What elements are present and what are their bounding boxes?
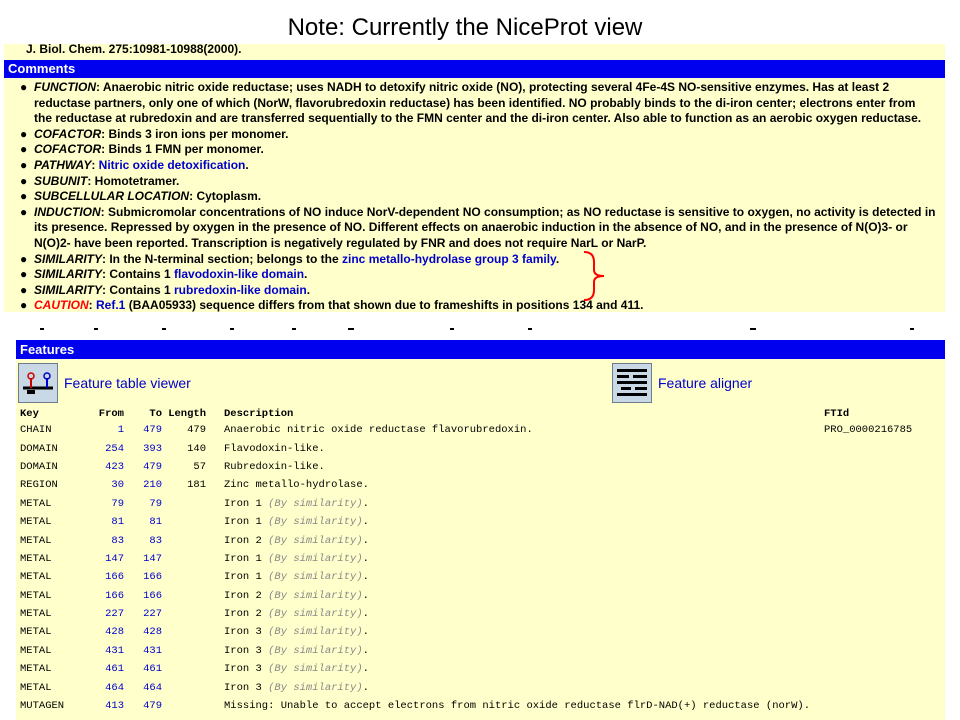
comment-topic: INDUCTION bbox=[34, 204, 101, 219]
feature-from-link[interactable]: 147 bbox=[105, 552, 124, 565]
description-note: (By similarity) bbox=[268, 608, 363, 621]
column-header-description: Description bbox=[224, 407, 294, 420]
comment-suffix: . bbox=[245, 157, 249, 172]
table-row bbox=[16, 623, 945, 641]
comment-text: : Anaerobic nitric oxide reductase; uses NADH to detoxify nitric oxide (NO), protecting several 4Fe-4S NO-sensitive enzymes. Has at least 2 reductase partners, only one of which (NorW, flavorubredoxin reductase) has been identified. NO probably binds to the di-iron center; electrons enter from the reductase at rubredoxin and are transferred sequentially to the FMN center and the di-iron center. Also able to function as an aerobic oxygen reductase. bbox=[34, 80, 922, 126]
comment-item bbox=[16, 267, 936, 283]
feature-length bbox=[162, 623, 206, 641]
feature-from-link[interactable]: 166 bbox=[105, 589, 124, 602]
feature-description bbox=[206, 495, 824, 513]
bullet-icon: ● bbox=[20, 189, 28, 204]
feature-ftid bbox=[824, 495, 945, 513]
feature-aligner-link[interactable] bbox=[612, 362, 752, 404]
feature-table-viewer-link[interactable] bbox=[18, 362, 191, 404]
comment-item bbox=[16, 158, 936, 174]
description-note: (By similarity) bbox=[268, 681, 363, 694]
feature-key: MUTAGEN bbox=[20, 700, 65, 713]
feature-ftid bbox=[824, 568, 945, 586]
slide-title: Note: Currently the NiceProt view bbox=[287, 14, 643, 41]
feature-description bbox=[206, 421, 824, 439]
description-text: Iron 1 bbox=[224, 571, 269, 584]
feature-length bbox=[162, 678, 206, 696]
feature-ftid bbox=[824, 623, 945, 641]
comment-text: : In the N-terminal section; belongs to the bbox=[102, 251, 343, 266]
comment-list bbox=[16, 80, 936, 312]
comment-topic: SIMILARITY bbox=[34, 251, 102, 266]
comment-item bbox=[16, 298, 936, 312]
comment-topic: SUBCELLULAR LOCATION bbox=[34, 189, 190, 204]
feature-key: METAL bbox=[20, 663, 52, 676]
feature-key: METAL bbox=[20, 589, 52, 602]
description-text: Iron 3 bbox=[224, 644, 269, 657]
feature-to-link[interactable]: 479 bbox=[143, 700, 162, 713]
table-row bbox=[16, 568, 945, 586]
feature-length bbox=[162, 495, 206, 513]
feature-ftid bbox=[824, 458, 945, 476]
separator-fragments bbox=[30, 326, 950, 332]
comment-link[interactable]: flavodoxin-like domain bbox=[174, 267, 305, 282]
feature-from-link[interactable]: 83 bbox=[111, 534, 124, 547]
feature-key: METAL bbox=[20, 497, 52, 510]
comment-topic: COFACTOR bbox=[34, 142, 102, 157]
feature-key: METAL bbox=[20, 681, 52, 694]
comments-panel bbox=[4, 44, 945, 312]
comment-text: : Contains 1 bbox=[102, 282, 175, 297]
bullet-icon: ● bbox=[20, 80, 28, 94]
column-header-ftid: FTId bbox=[824, 407, 850, 420]
comment-topic: CAUTION bbox=[34, 298, 89, 312]
feature-description bbox=[206, 513, 824, 531]
feature-to-link[interactable]: 393 bbox=[143, 442, 162, 455]
column-header-to: To bbox=[149, 407, 162, 420]
feature-ftid bbox=[824, 531, 945, 549]
description-text: Iron 2 bbox=[224, 589, 269, 602]
feature-length: 181 bbox=[187, 479, 206, 492]
feature-to-link[interactable]: 227 bbox=[143, 608, 162, 621]
feature-length: 140 bbox=[187, 442, 206, 455]
feature-ftid bbox=[824, 513, 945, 531]
description-text: Flavodoxin-like. bbox=[224, 442, 325, 455]
description-note: (By similarity) bbox=[268, 626, 363, 639]
comment-text: : Submicromolar concentrations of NO induce NorV-dependent NO consumption; as NO reductase is sensitive to oxygen, no activity is detected in its presence. Repressed by oxygen in the presence of NO. Different effects on anaerobic induction in the absence of NO, and in the presence of N(O)3- or N(O)2- have been reported. Transcription is negatively regulated by FNR and does not require NarL or NarP. bbox=[34, 204, 936, 250]
feature-to-link[interactable]: 147 bbox=[143, 552, 162, 565]
comment-topic: SIMILARITY bbox=[34, 282, 102, 297]
description-text: Iron 1 bbox=[224, 516, 269, 529]
description-note: (By similarity) bbox=[268, 534, 363, 547]
comment-text: : Homotetramer. bbox=[87, 173, 180, 188]
feature-description bbox=[206, 642, 824, 660]
feature-description bbox=[206, 660, 824, 678]
feature-description bbox=[206, 568, 824, 586]
feature-ftid bbox=[824, 476, 945, 494]
comment-topic: PATHWAY bbox=[34, 157, 92, 172]
feature-length bbox=[162, 697, 206, 715]
table-row bbox=[16, 697, 945, 715]
curly-brace-annotation bbox=[580, 250, 610, 302]
feature-description bbox=[206, 439, 824, 457]
feature-length bbox=[162, 513, 206, 531]
feature-to-link[interactable]: 428 bbox=[143, 626, 162, 639]
comment-item bbox=[16, 205, 936, 252]
feature-to-link[interactable]: 461 bbox=[143, 663, 162, 676]
comment-text: : Binds 3 iron ions per monomer. bbox=[101, 126, 289, 141]
comment-suffix: . bbox=[304, 267, 308, 282]
description-tail: . bbox=[362, 571, 369, 584]
table-row bbox=[16, 421, 945, 439]
feature-key: METAL bbox=[20, 626, 52, 639]
comment-topic: COFACTOR bbox=[34, 126, 102, 141]
features-header: Features bbox=[16, 340, 945, 359]
comments-header: Comments bbox=[4, 60, 945, 78]
description-tail: . bbox=[362, 608, 369, 621]
description-tail: . bbox=[362, 644, 369, 657]
table-row bbox=[16, 550, 945, 568]
truncated-reference: J. Biol. Chem. 275:10981-10988(2000). bbox=[26, 44, 242, 56]
comment-text: : Contains 1 bbox=[102, 267, 175, 282]
table-row bbox=[16, 476, 945, 494]
feature-length bbox=[162, 587, 206, 605]
feature-to-link[interactable]: 166 bbox=[143, 589, 162, 602]
feature-description bbox=[206, 531, 824, 549]
description-text: Iron 3 bbox=[224, 663, 269, 676]
feature-from-link[interactable]: 79 bbox=[111, 497, 124, 510]
description-text: Iron 2 bbox=[224, 608, 269, 621]
feature-aligner-icon[interactable] bbox=[612, 363, 652, 403]
feature-description bbox=[206, 587, 824, 605]
column-header-key: Key bbox=[20, 407, 39, 420]
description-tail: . bbox=[362, 626, 369, 639]
comment-item bbox=[16, 189, 936, 205]
feature-description bbox=[206, 623, 824, 641]
description-tail: . bbox=[362, 497, 369, 510]
bullet-icon: ● bbox=[20, 157, 28, 172]
feature-description bbox=[206, 550, 824, 568]
feature-ftid bbox=[824, 660, 945, 678]
description-note: (By similarity) bbox=[268, 589, 363, 602]
feature-ftid: PRO_0000216785 bbox=[824, 424, 913, 437]
feature-key: METAL bbox=[20, 552, 52, 565]
bullet-icon: ● bbox=[20, 267, 28, 282]
comment-item bbox=[16, 80, 936, 127]
description-note: (By similarity) bbox=[268, 516, 363, 529]
feature-description bbox=[206, 678, 824, 696]
feature-ftid bbox=[824, 605, 945, 623]
feature-to-link[interactable]: 166 bbox=[143, 571, 162, 584]
feature-description bbox=[206, 605, 824, 623]
comment-item bbox=[16, 252, 936, 268]
feature-key: DOMAIN bbox=[20, 460, 58, 473]
feature-to-link[interactable]: 210 bbox=[143, 479, 162, 492]
feature-to-link[interactable]: 79 bbox=[149, 497, 162, 510]
table-row bbox=[16, 513, 945, 531]
feature-from-link[interactable]: 428 bbox=[105, 626, 124, 639]
feature-ftid bbox=[824, 550, 945, 568]
description-note: (By similarity) bbox=[268, 497, 363, 510]
description-tail: . bbox=[362, 589, 369, 602]
comment-link[interactable]: Ref.1 bbox=[96, 298, 126, 312]
comment-link[interactable]: rubredoxin-like domain bbox=[174, 282, 307, 297]
feature-table-viewer-icon[interactable] bbox=[18, 363, 58, 403]
bullet-icon: ● bbox=[20, 126, 28, 141]
description-text: Iron 1 bbox=[224, 497, 269, 510]
comment-suffix: . bbox=[555, 251, 560, 266]
comment-item bbox=[16, 283, 936, 299]
bullet-icon: ● bbox=[20, 142, 28, 157]
table-row bbox=[16, 642, 945, 660]
comment-text: : bbox=[91, 157, 99, 172]
description-tail: . bbox=[362, 534, 369, 547]
features-panel bbox=[16, 340, 945, 720]
feature-to-link[interactable]: 479 bbox=[143, 424, 162, 437]
description-text: Iron 3 bbox=[224, 681, 269, 694]
bullet-icon: ● bbox=[20, 204, 28, 219]
comment-link[interactable]: zinc metallo-hydrolase group 3 family bbox=[342, 251, 556, 266]
column-header-length: Length bbox=[168, 407, 206, 420]
description-text: Missing: Unable to accept electrons from nitric oxide reductase flrD-NAD(+) reductase (norW). bbox=[224, 700, 810, 713]
feature-aligner-label[interactable]: Feature aligner bbox=[658, 375, 753, 391]
feature-length bbox=[162, 568, 206, 586]
feature-from-link[interactable]: 423 bbox=[105, 460, 124, 473]
feature-from-link[interactable]: 81 bbox=[111, 516, 124, 529]
feature-description bbox=[206, 458, 824, 476]
feature-from-link[interactable]: 166 bbox=[105, 571, 124, 584]
description-text: Iron 3 bbox=[224, 626, 269, 639]
feature-table bbox=[16, 406, 945, 715]
comment-topic: FUNCTION bbox=[34, 80, 96, 94]
description-text: Iron 1 bbox=[224, 552, 269, 565]
comment-suffix: . bbox=[306, 282, 311, 297]
feature-key: METAL bbox=[20, 516, 52, 529]
description-note: (By similarity) bbox=[268, 552, 363, 565]
feature-key: DOMAIN bbox=[20, 442, 58, 455]
feature-ftid bbox=[824, 642, 945, 660]
feature-from-link[interactable]: 461 bbox=[105, 663, 124, 676]
description-text: Rubredoxin-like. bbox=[224, 460, 325, 473]
feature-from-link[interactable]: 464 bbox=[105, 681, 124, 694]
feature-from-link[interactable]: 413 bbox=[105, 700, 124, 713]
comment-topic: SUBUNIT bbox=[34, 173, 88, 188]
feature-length bbox=[162, 531, 206, 549]
bullet-icon: ● bbox=[20, 251, 28, 266]
comment-text: : Cytoplasm. bbox=[189, 189, 262, 204]
feature-from-link[interactable]: 254 bbox=[105, 442, 124, 455]
feature-length bbox=[162, 642, 206, 660]
description-tail: . bbox=[362, 663, 369, 676]
table-row bbox=[16, 660, 945, 678]
feature-key: METAL bbox=[20, 571, 52, 584]
table-row bbox=[16, 495, 945, 513]
feature-table-header-row bbox=[16, 406, 945, 421]
description-text: Zinc metallo-hydrolase. bbox=[224, 479, 369, 492]
comment-topic: SIMILARITY bbox=[34, 267, 102, 282]
column-header-from: From bbox=[98, 407, 124, 420]
feature-from-link[interactable]: 30 bbox=[111, 479, 124, 492]
feature-key: METAL bbox=[20, 644, 52, 657]
feature-length: 479 bbox=[187, 424, 206, 437]
description-tail: . bbox=[362, 552, 369, 565]
feature-length: 57 bbox=[193, 460, 206, 473]
table-row bbox=[16, 587, 945, 605]
feature-to-link[interactable]: 479 bbox=[143, 460, 162, 473]
feature-length bbox=[162, 605, 206, 623]
comment-item bbox=[16, 142, 936, 158]
feature-from-link[interactable]: 227 bbox=[105, 608, 124, 621]
comment-item bbox=[16, 174, 936, 190]
feature-key: CHAIN bbox=[20, 424, 52, 437]
comment-text: : Binds 1 FMN per monomer. bbox=[101, 142, 264, 157]
comment-suffix: (BAA05933) sequence differs from that shown due to frameshifts in positions 134 and 411. bbox=[125, 298, 644, 312]
table-row bbox=[16, 439, 945, 457]
feature-ftid bbox=[824, 439, 945, 457]
feature-ftid bbox=[824, 678, 945, 696]
feature-to-link[interactable]: 81 bbox=[149, 516, 162, 529]
feature-from-link[interactable]: 1 bbox=[117, 424, 124, 437]
feature-from-link[interactable]: 431 bbox=[105, 644, 124, 657]
feature-description bbox=[206, 697, 824, 715]
feature-description bbox=[206, 476, 824, 494]
feature-ftid bbox=[824, 697, 945, 715]
feature-key: METAL bbox=[20, 534, 52, 547]
description-note: (By similarity) bbox=[268, 644, 363, 657]
description-note: (By similarity) bbox=[268, 663, 363, 676]
table-row bbox=[16, 605, 945, 623]
feature-key: METAL bbox=[20, 608, 52, 621]
feature-to-link[interactable]: 431 bbox=[143, 644, 162, 657]
description-text: Anaerobic nitric oxide reductase flavorubredoxin. bbox=[224, 424, 533, 437]
comment-item bbox=[16, 127, 936, 143]
feature-length bbox=[162, 550, 206, 568]
table-row bbox=[16, 678, 945, 696]
description-tail: . bbox=[362, 681, 369, 694]
feature-length bbox=[162, 660, 206, 678]
feature-ftid bbox=[824, 587, 945, 605]
bullet-icon: ● bbox=[20, 298, 28, 312]
comment-link[interactable]: Nitric oxide detoxification bbox=[98, 157, 246, 172]
feature-to-link[interactable]: 83 bbox=[149, 534, 162, 547]
feature-table-viewer-label[interactable]: Feature table viewer bbox=[64, 375, 191, 391]
table-row bbox=[16, 458, 945, 476]
bullet-icon: ● bbox=[20, 282, 28, 297]
description-note: (By similarity) bbox=[268, 571, 363, 584]
description-text: Iron 2 bbox=[224, 534, 269, 547]
feature-key: REGION bbox=[20, 479, 58, 492]
table-row bbox=[16, 531, 945, 549]
description-tail: . bbox=[362, 516, 369, 529]
bullet-icon: ● bbox=[20, 173, 28, 188]
feature-to-link[interactable]: 464 bbox=[143, 681, 162, 694]
comment-text: : bbox=[88, 298, 97, 312]
